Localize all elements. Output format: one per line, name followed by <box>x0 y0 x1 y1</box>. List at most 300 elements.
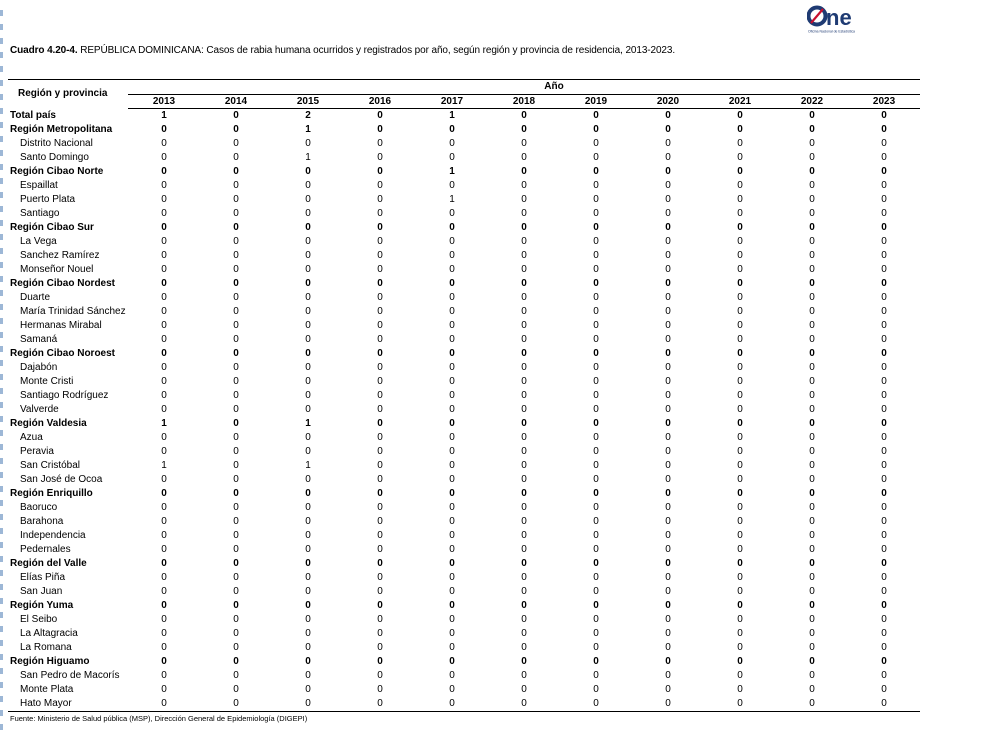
cell-value: 0 <box>737 334 743 345</box>
row-label: La Altagracia <box>20 628 78 639</box>
row-label: Región Cibao Sur <box>10 222 94 233</box>
cell-value: 0 <box>233 614 239 625</box>
row-label: Pedernales <box>20 544 71 555</box>
cell-value: 0 <box>593 208 599 219</box>
cell-value: 0 <box>737 208 743 219</box>
cell-value: 0 <box>737 446 743 457</box>
cell-value: 0 <box>161 446 167 457</box>
cell-value: 0 <box>521 460 527 471</box>
cell-value: 0 <box>161 656 167 667</box>
cell-value: 0 <box>161 572 167 583</box>
cell-value: 0 <box>305 544 311 555</box>
cell-value: 0 <box>377 544 383 555</box>
cell-value: 0 <box>881 348 887 359</box>
cell-value: 0 <box>809 558 815 569</box>
table-row <box>8 599 920 613</box>
edge-mark <box>0 80 3 86</box>
cell-value: 0 <box>161 432 167 443</box>
cell-value: 0 <box>809 418 815 429</box>
cell-value: 0 <box>881 586 887 597</box>
edge-mark <box>0 10 3 16</box>
table-row <box>8 109 920 124</box>
row-label: Valverde <box>20 404 59 415</box>
cell-value: 0 <box>593 278 599 289</box>
row-header: Región y provincia <box>8 80 128 109</box>
cell-value: 0 <box>377 474 383 485</box>
cell-value: 0 <box>809 670 815 681</box>
group-header: Año <box>544 81 564 92</box>
table-row <box>8 627 920 641</box>
cell-value: 0 <box>881 138 887 149</box>
cell-value: 0 <box>161 530 167 541</box>
row-label: Samaná <box>20 334 58 345</box>
cell-value: 0 <box>521 208 527 219</box>
cell-value: 0 <box>161 474 167 485</box>
table-title: REPÚBLICA DOMINICANA: Casos de rabia humana ocurridos y registrados por año, según región y provincia de residencia, 2013-2023. <box>80 45 676 56</box>
cell-value: 0 <box>305 656 311 667</box>
cell-value: 0 <box>161 670 167 681</box>
row-label: Baoruco <box>20 502 58 513</box>
cell-value: 0 <box>809 334 815 345</box>
cell-value: 0 <box>233 152 239 163</box>
cell-value: 0 <box>737 460 743 471</box>
cell-value: 0 <box>809 250 815 261</box>
cell-value: 0 <box>737 124 743 135</box>
cell-value: 0 <box>665 446 671 457</box>
cell-value: 0 <box>665 348 671 359</box>
cell-value: 0 <box>233 544 239 555</box>
cell-value: 0 <box>737 474 743 485</box>
cell-value: 0 <box>809 166 815 177</box>
table-row <box>8 123 920 137</box>
year-header: 2023 <box>848 95 920 109</box>
cell-value: 0 <box>305 208 311 219</box>
cell-value: 1 <box>449 166 455 177</box>
cell-value: 0 <box>305 390 311 401</box>
cell-value: 0 <box>593 236 599 247</box>
row-label: Barahona <box>20 516 64 527</box>
cell-value: 0 <box>737 614 743 625</box>
cell-value: 0 <box>881 502 887 513</box>
cell-value: 0 <box>449 530 455 541</box>
cell-value: 0 <box>881 558 887 569</box>
edge-mark <box>0 290 3 296</box>
cell-value: 0 <box>449 404 455 415</box>
cell-value: 0 <box>305 320 311 331</box>
year-header: 2016 <box>344 95 416 109</box>
row-label: Duarte <box>20 292 51 303</box>
cell-value: 0 <box>665 166 671 177</box>
cell-value: 0 <box>593 558 599 569</box>
row-label: Independencia <box>20 530 86 541</box>
cell-value: 1 <box>305 418 311 429</box>
cell-value: 0 <box>665 614 671 625</box>
cell-value: 0 <box>665 250 671 261</box>
cell-value: 0 <box>593 306 599 317</box>
edge-mark <box>0 248 3 254</box>
year-header: 2022 <box>776 95 848 109</box>
cell-value: 0 <box>593 670 599 681</box>
cell-value: 0 <box>305 250 311 261</box>
cell-value: 0 <box>449 180 455 191</box>
cell-value: 0 <box>665 208 671 219</box>
table-row <box>8 207 920 221</box>
cell-value: 0 <box>593 418 599 429</box>
cell-value: 0 <box>809 222 815 233</box>
row-label: Azua <box>20 432 43 443</box>
cell-value: 0 <box>521 264 527 275</box>
cell-value: 0 <box>377 558 383 569</box>
cell-value: 0 <box>593 502 599 513</box>
cell-value: 0 <box>305 348 311 359</box>
cell-value: 0 <box>305 362 311 373</box>
cell-value: 0 <box>161 348 167 359</box>
cell-value: 0 <box>233 236 239 247</box>
edge-mark <box>0 318 3 324</box>
cell-value: 0 <box>593 586 599 597</box>
cell-value: 0 <box>305 334 311 345</box>
cell-value: 0 <box>233 362 239 373</box>
cell-value: 0 <box>161 516 167 527</box>
cell-value: 0 <box>377 614 383 625</box>
cell-value: 0 <box>233 348 239 359</box>
edge-mark <box>0 24 3 30</box>
edge-mark <box>0 234 3 240</box>
cell-value: 0 <box>305 530 311 541</box>
edge-mark <box>0 710 3 716</box>
cell-value: 0 <box>521 152 527 163</box>
cell-value: 0 <box>881 544 887 555</box>
cell-value: 0 <box>809 306 815 317</box>
cell-value: 0 <box>737 152 743 163</box>
cell-value: 0 <box>521 600 527 611</box>
row-label: Dajabón <box>20 362 58 373</box>
cell-value: 0 <box>632 697 704 712</box>
cell-value: 0 <box>377 390 383 401</box>
cell-value: 0 <box>233 530 239 541</box>
cell-value: 0 <box>161 152 167 163</box>
row-label: Elías Piña <box>20 572 66 583</box>
cell-value: 0 <box>377 180 383 191</box>
cell-value: 0 <box>161 600 167 611</box>
cell-value: 0 <box>305 376 311 387</box>
page-title <box>10 45 675 56</box>
table-row <box>8 263 920 277</box>
table-row <box>8 641 920 655</box>
cell-value: 0 <box>233 376 239 387</box>
row-label: Distrito Nacional <box>20 138 93 149</box>
cell-value: 0 <box>593 656 599 667</box>
row-label: Región Higuamo <box>10 656 90 667</box>
cell-value: 0 <box>881 250 887 261</box>
cell-value: 0 <box>593 292 599 303</box>
cell-value: 0 <box>737 642 743 653</box>
cell-value: 0 <box>377 530 383 541</box>
table-row <box>8 487 920 501</box>
table-row <box>8 235 920 249</box>
cell-value: 0 <box>521 614 527 625</box>
cell-value: 0 <box>161 320 167 331</box>
cell-value: 0 <box>161 628 167 639</box>
table-row <box>8 697 920 712</box>
cell-value: 0 <box>521 110 527 121</box>
cell-value: 0 <box>305 222 311 233</box>
cell-value: 0 <box>881 222 887 233</box>
cell-value: 0 <box>377 222 383 233</box>
cell-value: 0 <box>377 110 383 121</box>
cell-value: 0 <box>521 586 527 597</box>
cell-value: 0 <box>449 348 455 359</box>
row-label: San José de Ocoa <box>20 474 103 485</box>
table-row <box>8 543 920 557</box>
cell-value: 0 <box>737 292 743 303</box>
cell-value: 0 <box>233 334 239 345</box>
row-label: Región Cibao Noroest <box>10 348 116 359</box>
edge-mark <box>0 556 3 562</box>
table-row <box>8 459 920 473</box>
edge-mark <box>0 514 3 520</box>
cell-value: 0 <box>560 697 632 712</box>
table-row <box>8 333 920 347</box>
cell-value: 0 <box>161 614 167 625</box>
cell-value: 1 <box>161 110 167 121</box>
cell-value: 0 <box>161 180 167 191</box>
cell-value: 0 <box>665 376 671 387</box>
cell-value: 0 <box>305 502 311 513</box>
cell-value: 0 <box>449 124 455 135</box>
edge-mark <box>0 164 3 170</box>
cell-value: 0 <box>305 600 311 611</box>
row-label: La Romana <box>20 642 72 653</box>
cell-value: 0 <box>737 236 743 247</box>
cell-value: 0 <box>809 124 815 135</box>
cell-value: 0 <box>377 460 383 471</box>
cell-value: 0 <box>665 138 671 149</box>
cell-value: 0 <box>161 124 167 135</box>
cell-value: 0 <box>377 264 383 275</box>
cell-value: 0 <box>881 628 887 639</box>
table-body <box>8 109 920 712</box>
cell-value: 0 <box>449 222 455 233</box>
cell-value: 0 <box>305 166 311 177</box>
cell-value: 0 <box>449 572 455 583</box>
edge-mark <box>0 668 3 674</box>
edge-mark <box>0 346 3 352</box>
table-row <box>8 585 920 599</box>
cell-value: 0 <box>233 320 239 331</box>
cell-value: 0 <box>521 516 527 527</box>
cell-value: 0 <box>377 572 383 583</box>
year-header: 2013 <box>128 95 200 109</box>
cell-value: 0 <box>161 684 167 695</box>
cell-value: 0 <box>161 250 167 261</box>
cell-value: 0 <box>881 656 887 667</box>
cell-value: 0 <box>305 432 311 443</box>
cell-value: 0 <box>416 697 488 712</box>
cell-value: 0 <box>449 558 455 569</box>
cell-value: 0 <box>665 474 671 485</box>
row-label: Región Metropolitana <box>10 124 113 135</box>
cell-value: 0 <box>665 684 671 695</box>
cell-value: 0 <box>233 306 239 317</box>
cell-value: 0 <box>737 418 743 429</box>
cell-value: 0 <box>161 502 167 513</box>
cell-value: 1 <box>305 124 311 135</box>
cell-value: 0 <box>521 320 527 331</box>
edge-mark <box>0 472 3 478</box>
cell-value: 0 <box>521 656 527 667</box>
cell-value: 0 <box>809 390 815 401</box>
cell-value: 0 <box>593 516 599 527</box>
table-row <box>8 221 920 235</box>
cell-value: 0 <box>521 166 527 177</box>
cell-value: 0 <box>305 278 311 289</box>
year-header: 2015 <box>272 95 344 109</box>
cell-value: 0 <box>593 446 599 457</box>
cell-value: 0 <box>305 292 311 303</box>
cell-value: 0 <box>377 684 383 695</box>
cell-value: 0 <box>881 670 887 681</box>
data-table <box>8 79 920 712</box>
table-row <box>8 655 920 669</box>
cell-value: 0 <box>233 474 239 485</box>
cell-value: 0 <box>377 502 383 513</box>
year-header: 2017 <box>416 95 488 109</box>
table-row <box>8 571 920 585</box>
edge-mark <box>0 570 3 576</box>
cell-value: 0 <box>593 264 599 275</box>
cell-value: 0 <box>737 586 743 597</box>
cell-value: 0 <box>737 516 743 527</box>
cell-value: 0 <box>737 404 743 415</box>
cell-value: 0 <box>305 138 311 149</box>
cell-value: 0 <box>377 250 383 261</box>
cell-value: 1 <box>449 194 455 205</box>
cell-value: 0 <box>161 264 167 275</box>
cell-value: 0 <box>809 138 815 149</box>
year-header: 2018 <box>488 95 560 109</box>
cell-value: 0 <box>161 544 167 555</box>
edge-mark <box>0 654 3 660</box>
cell-value: 0 <box>449 236 455 247</box>
cell-value: 0 <box>665 236 671 247</box>
row-label: El Seibo <box>20 614 58 625</box>
cell-value: 0 <box>521 628 527 639</box>
cell-value: 0 <box>233 166 239 177</box>
cell-value: 0 <box>233 138 239 149</box>
cell-value: 0 <box>881 264 887 275</box>
cell-value: 0 <box>809 530 815 541</box>
cell-value: 0 <box>305 586 311 597</box>
row-label: Región Cibao Norte <box>10 166 104 177</box>
cell-value: 1 <box>305 152 311 163</box>
cell-value: 0 <box>305 572 311 583</box>
cell-value: 0 <box>881 460 887 471</box>
cell-value: 0 <box>521 222 527 233</box>
cell-value: 0 <box>665 222 671 233</box>
cell-value: 0 <box>488 697 560 712</box>
cell-value: 0 <box>665 502 671 513</box>
cell-value: 0 <box>881 516 887 527</box>
edge-mark <box>0 388 3 394</box>
cell-value: 0 <box>305 684 311 695</box>
cell-value: 0 <box>233 250 239 261</box>
row-label: Hermanas Mirabal <box>20 320 102 331</box>
cell-value: 0 <box>233 208 239 219</box>
cell-value: 0 <box>161 166 167 177</box>
cell-value: 0 <box>881 474 887 485</box>
cell-value: 0 <box>665 544 671 555</box>
row-edge-marks <box>0 0 3 729</box>
cell-value: 0 <box>521 404 527 415</box>
cell-value: 0 <box>521 138 527 149</box>
cell-value: 0 <box>809 194 815 205</box>
cell-value: 0 <box>161 292 167 303</box>
edge-mark <box>0 122 3 128</box>
cell-value: 0 <box>665 110 671 121</box>
edge-mark <box>0 220 3 226</box>
edge-mark <box>0 276 3 282</box>
cell-value: 0 <box>665 292 671 303</box>
cell-value: 0 <box>737 656 743 667</box>
cell-value: 0 <box>233 488 239 499</box>
cell-value: 0 <box>305 180 311 191</box>
edge-mark <box>0 724 3 730</box>
edge-mark <box>0 584 3 590</box>
cell-value: 0 <box>521 446 527 457</box>
cell-value: 0 <box>593 124 599 135</box>
cell-value: 0 <box>449 432 455 443</box>
cell-value: 0 <box>305 642 311 653</box>
cell-value: 0 <box>305 264 311 275</box>
cell-value: 0 <box>233 264 239 275</box>
cell-value: 0 <box>737 628 743 639</box>
cell-value: 0 <box>449 502 455 513</box>
table-row <box>8 417 920 431</box>
cell-value: 0 <box>377 404 383 415</box>
cell-value: 0 <box>449 586 455 597</box>
cell-value: 0 <box>449 516 455 527</box>
cell-value: 0 <box>809 474 815 485</box>
edge-mark <box>0 360 3 366</box>
cell-value: 0 <box>521 670 527 681</box>
table-row <box>8 501 920 515</box>
cell-value: 0 <box>881 320 887 331</box>
cell-value: 0 <box>809 572 815 583</box>
cell-value: 0 <box>665 390 671 401</box>
table-row <box>8 473 920 487</box>
cell-value: 0 <box>449 320 455 331</box>
cell-value: 0 <box>449 138 455 149</box>
cell-value: 0 <box>233 432 239 443</box>
table-row <box>8 291 920 305</box>
cell-value: 0 <box>737 432 743 443</box>
cell-value: 0 <box>809 642 815 653</box>
cell-value: 0 <box>593 544 599 555</box>
cell-value: 0 <box>305 614 311 625</box>
cell-value: 0 <box>377 418 383 429</box>
cell-value: 0 <box>377 166 383 177</box>
cell-value: 0 <box>809 376 815 387</box>
cell-value: 0 <box>305 488 311 499</box>
cell-value: 0 <box>848 697 920 712</box>
edge-mark <box>0 262 3 268</box>
edge-mark <box>0 38 3 44</box>
year-header: 2019 <box>560 95 632 109</box>
table-row <box>8 151 920 165</box>
cell-value: 0 <box>593 376 599 387</box>
cell-value: 0 <box>305 628 311 639</box>
